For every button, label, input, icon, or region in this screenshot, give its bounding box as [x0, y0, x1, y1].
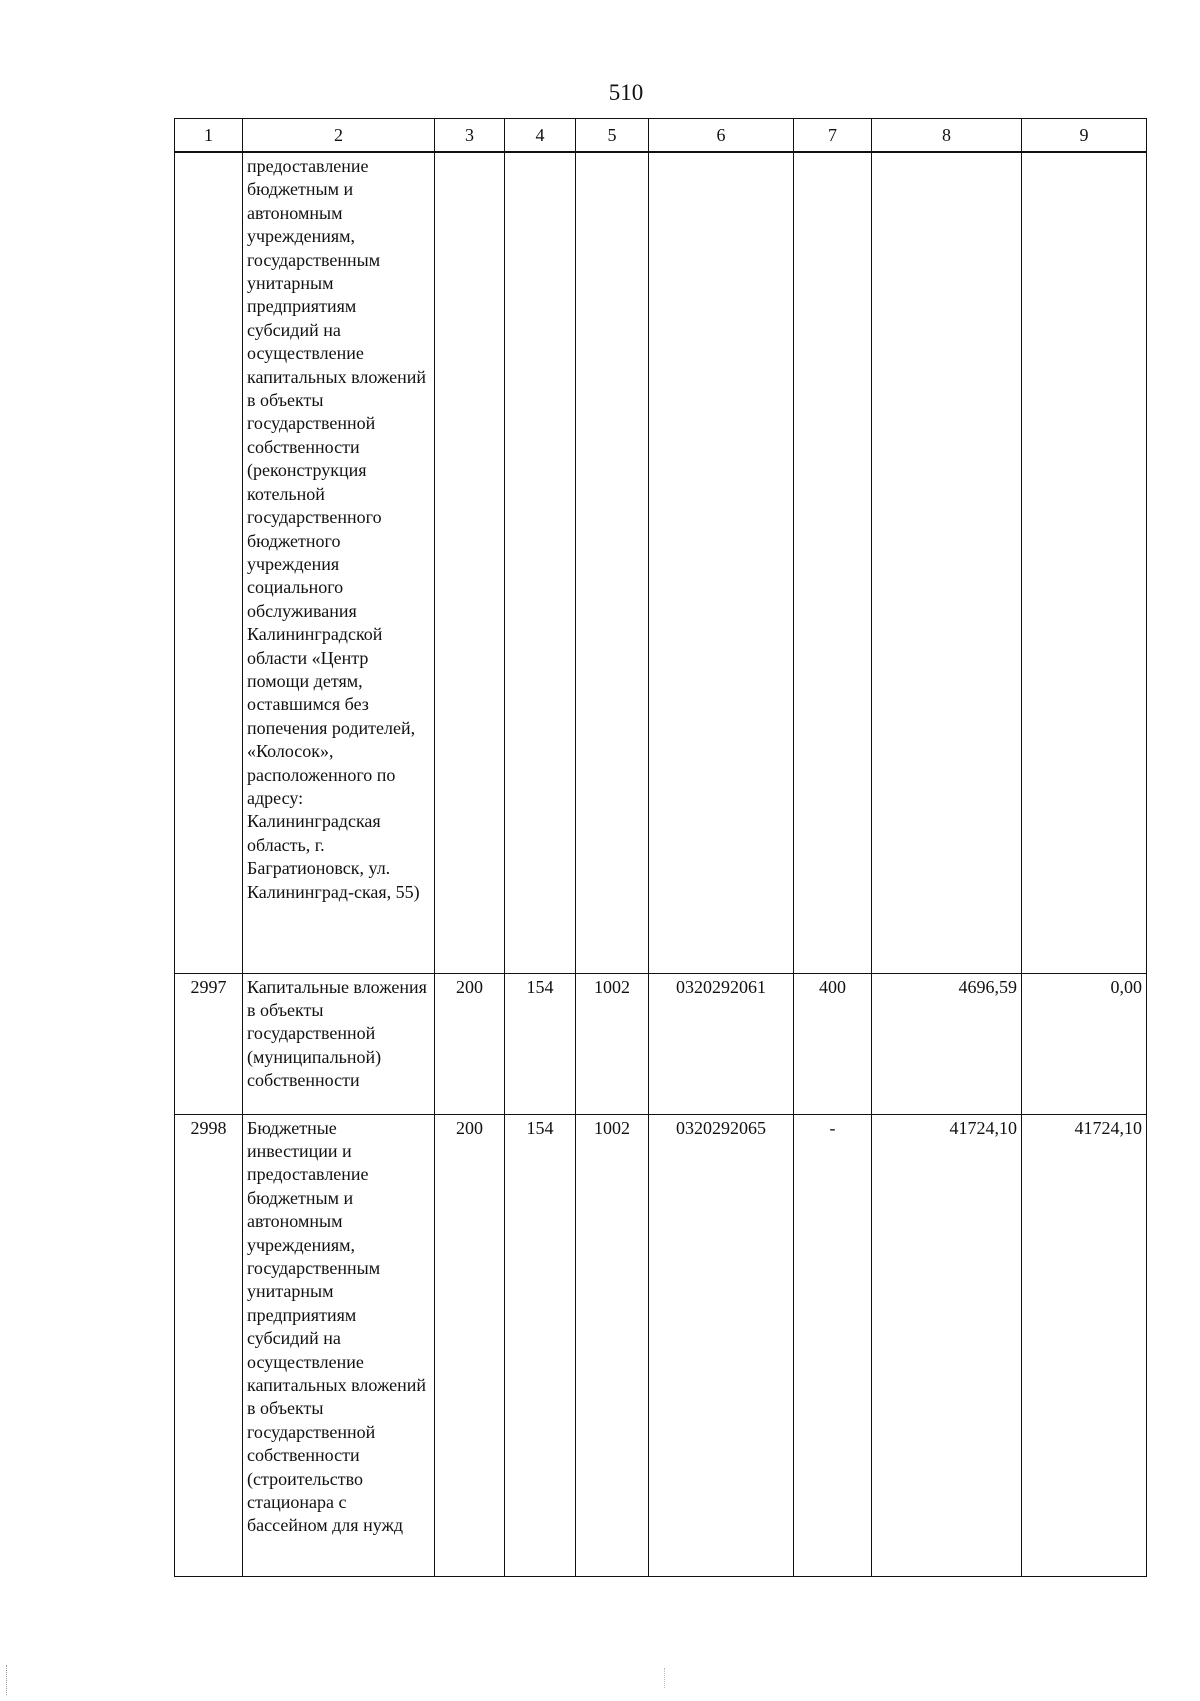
cell-col-9: 0,00	[1022, 973, 1147, 1114]
row-number: 2998	[175, 1114, 243, 1576]
table-row	[175, 1114, 1147, 1576]
column-header-2: 2	[243, 119, 435, 153]
row-description: Бюджетные инвестиции и предоставление бюджетным и автономным учреждениям, государственным унитарным предприятиям субсидий на осуществление капитальных вложений в объекты государственной собственности (строительство стационара с бассейном для нужд	[243, 1114, 435, 1576]
column-header-7: 7	[794, 119, 872, 153]
row-description: Капитальные вложения в объекты государственной (муниципальной) собственности	[243, 973, 435, 1114]
column-header-8: 8	[872, 119, 1022, 153]
cell-col-4: 154	[505, 1114, 576, 1576]
cell-col-5: 1002	[576, 1114, 649, 1576]
column-header-9: 9	[1022, 119, 1147, 153]
page-number: 510	[608, 80, 644, 105]
row-number	[175, 152, 243, 973]
budget-table	[174, 118, 1147, 1577]
column-header-4: 4	[505, 119, 576, 153]
cell-col-9: 41724,10	[1022, 1114, 1147, 1576]
column-header-3: 3	[435, 119, 505, 153]
cell-col-6: 0320292061	[649, 973, 794, 1114]
table-row	[175, 973, 1147, 1114]
table-row	[175, 152, 1147, 973]
cell-col-7: 400	[794, 973, 872, 1114]
cell-col-8	[872, 152, 1022, 973]
column-header-6: 6	[649, 119, 794, 153]
cell-col-7	[794, 152, 872, 973]
cell-col-6: 0320292065	[649, 1114, 794, 1576]
column-header-1: 1	[175, 119, 243, 153]
header-row	[175, 119, 1147, 153]
cell-col-4	[505, 152, 576, 973]
row-description: предоставление бюджетным и автономным учреждениям, государственным унитарным предприятиям субсидий на осуществление капитальных вложений в объекты государственной собственности (реконструкция котельной государственного бюджетного учреждения социального обслуживания Калининградской области «Центр помощи детям, оставшимся без попечения родителей, «Колосок», расположенного по адресу: Калининградская область, г. Багратионовск, ул. Калининград-ская, 55)	[243, 152, 435, 973]
cell-col-8: 41724,10	[872, 1114, 1022, 1576]
cell-col-3	[435, 152, 505, 973]
cell-col-5: 1002	[576, 973, 649, 1114]
cell-col-6	[649, 152, 794, 973]
cell-col-7: -	[794, 1114, 872, 1576]
cell-col-3: 200	[435, 973, 505, 1114]
cell-col-9	[1022, 152, 1147, 973]
cell-col-5	[576, 152, 649, 973]
row-number: 2997	[175, 973, 243, 1114]
cell-col-4: 154	[505, 973, 576, 1114]
scan-artifact	[6, 1665, 9, 1695]
cell-col-8: 4696,59	[872, 973, 1022, 1114]
column-header-5: 5	[576, 119, 649, 153]
cell-col-3: 200	[435, 1114, 505, 1576]
scan-artifact	[664, 1668, 666, 1688]
